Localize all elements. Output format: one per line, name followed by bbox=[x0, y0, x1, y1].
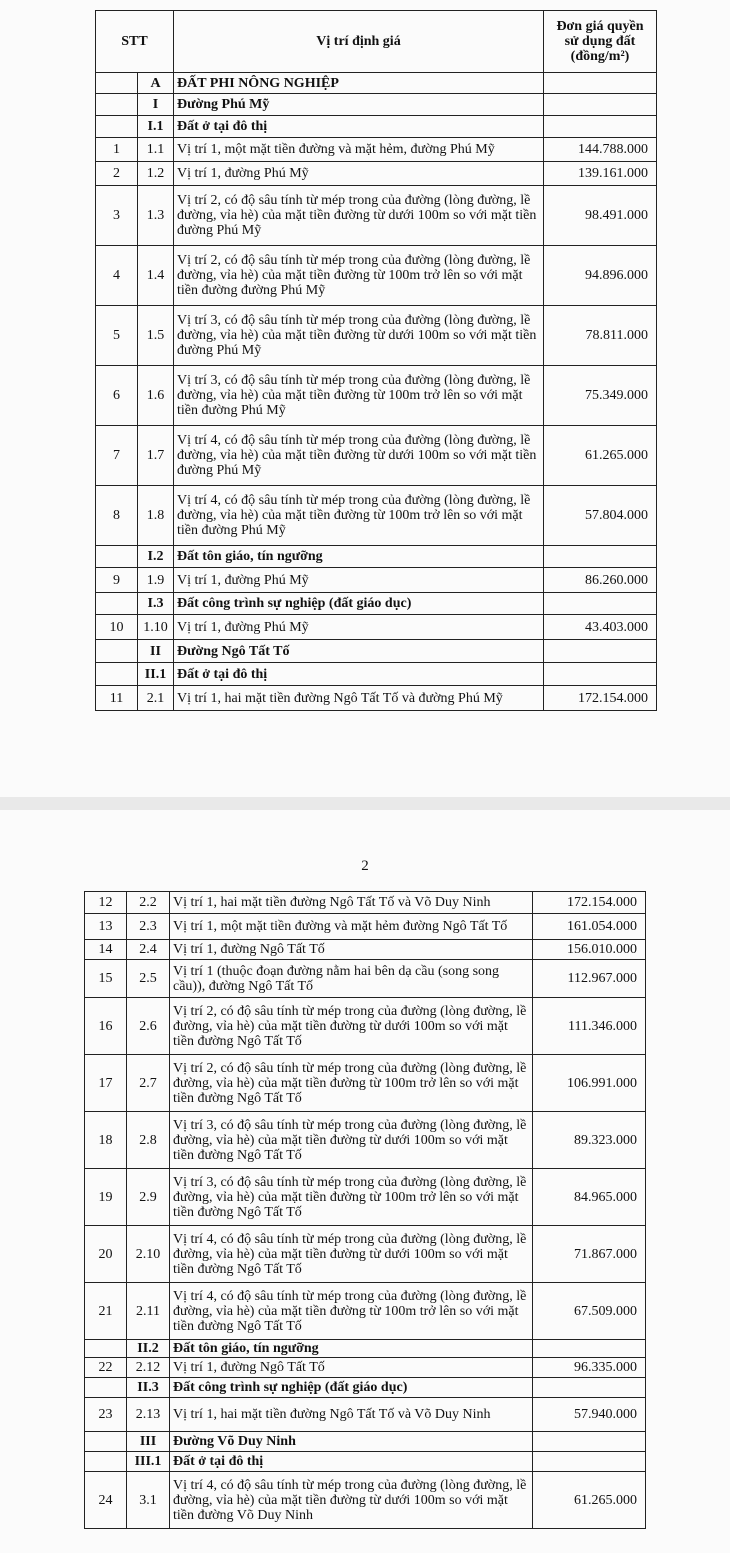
row-description-cell: Đường Phú Mỹ bbox=[174, 94, 544, 116]
row-price-cell: 43.403.000 bbox=[544, 615, 657, 640]
section-row bbox=[96, 593, 657, 615]
row-stt-cell: 19 bbox=[85, 1169, 127, 1226]
row-description-cell: Vị trí 1, đường Ngô Tất Tố bbox=[170, 1358, 533, 1378]
row-description-cell: Vị trí 3, có độ sâu tính từ mép trong của đường (lòng đường, lề đường, vỉa hè) của mặt tiền đường từ dưới 100m so với mặt tiền đường Ngô Tất Tố bbox=[170, 1112, 533, 1169]
row-code-cell: 1.3 bbox=[138, 186, 174, 246]
row-description-cell: Vị trí 4, có độ sâu tính từ mép trong của đường (lòng đường, lề đường, vỉa hè) của mặt tiền đường từ 100m trở lên so với mặt tiền đường Phú Mỹ bbox=[174, 486, 544, 546]
row-stt-cell: 11 bbox=[96, 686, 138, 711]
row-code-cell: 1.6 bbox=[138, 366, 174, 426]
row-description-cell: Vị trí 1, đường Phú Mỹ bbox=[174, 162, 544, 186]
table-row bbox=[85, 998, 646, 1055]
header-price-line-1: Đơn giá quyền bbox=[556, 19, 644, 34]
row-code-cell: I.1 bbox=[138, 116, 174, 138]
row-stt-cell: 7 bbox=[96, 426, 138, 486]
row-description-cell: Vị trí 1 (thuộc đoạn đường nằm hai bên dạ cầu (song song cầu)), đường Ngô Tất Tố bbox=[170, 960, 533, 998]
row-stt-cell: 5 bbox=[96, 306, 138, 366]
row-description-cell: Đất ở tại đô thị bbox=[170, 1452, 533, 1472]
row-stt-cell: 21 bbox=[85, 1283, 127, 1340]
table-row bbox=[96, 246, 657, 306]
row-code-cell: 2.3 bbox=[127, 914, 170, 940]
row-stt-cell bbox=[85, 1340, 127, 1358]
row-code-cell: 3.1 bbox=[127, 1472, 170, 1529]
row-stt-cell: 12 bbox=[85, 892, 127, 914]
row-price-cell: 96.335.000 bbox=[533, 1358, 646, 1378]
row-price-cell: 111.346.000 bbox=[533, 998, 646, 1055]
row-description-cell: Đường Võ Duy Ninh bbox=[170, 1432, 533, 1452]
row-description-cell: Vị trí 2, có độ sâu tính từ mép trong của đường (lòng đường, lề đường, vỉa hè) của mặt tiền đường từ 100m trở lên so với mặt tiền đường đường Phú Mỹ bbox=[174, 246, 544, 306]
row-price-cell: 86.260.000 bbox=[544, 568, 657, 593]
row-stt-cell: 9 bbox=[96, 568, 138, 593]
row-price-cell bbox=[544, 94, 657, 116]
row-code-cell: I.3 bbox=[138, 593, 174, 615]
row-description-cell: Vị trí 1, hai mặt tiền đường Ngô Tất Tố và Võ Duy Ninh bbox=[170, 892, 533, 914]
table-row bbox=[96, 426, 657, 486]
row-stt-cell: 1 bbox=[96, 138, 138, 162]
table-row bbox=[85, 940, 646, 960]
row-stt-cell: 18 bbox=[85, 1112, 127, 1169]
table-row bbox=[85, 1358, 646, 1378]
row-code-cell: 2.8 bbox=[127, 1112, 170, 1169]
row-description-cell: ĐẤT PHI NÔNG NGHIỆP bbox=[174, 73, 544, 94]
row-price-cell: 89.323.000 bbox=[533, 1112, 646, 1169]
header-price-line-3: (đồng/m²) bbox=[570, 49, 630, 64]
row-price-cell: 61.265.000 bbox=[533, 1472, 646, 1529]
row-code-cell: II bbox=[138, 640, 174, 663]
row-price-cell: 57.804.000 bbox=[544, 486, 657, 546]
row-code-cell: II.1 bbox=[138, 663, 174, 686]
row-code-cell: 1.5 bbox=[138, 306, 174, 366]
row-price-cell: 61.265.000 bbox=[544, 426, 657, 486]
row-price-cell: 156.010.000 bbox=[533, 940, 646, 960]
row-description-cell: Vị trí 1, một mặt tiền đường và mặt hẻm đường Ngô Tất Tố bbox=[170, 914, 533, 940]
row-code-cell: 2.10 bbox=[127, 1226, 170, 1283]
row-stt-cell bbox=[96, 546, 138, 568]
table-row bbox=[85, 960, 646, 998]
row-description-cell: Vị trí 4, có độ sâu tính từ mép trong của đường (lòng đường, lề đường, vỉa hè) của mặt tiền đường từ dưới 100m so với mặt tiền đường Phú Mỹ bbox=[174, 426, 544, 486]
table-row bbox=[96, 568, 657, 593]
table-row bbox=[85, 1055, 646, 1112]
row-price-cell: 172.154.000 bbox=[533, 892, 646, 914]
row-stt-cell: 23 bbox=[85, 1398, 127, 1432]
header-price bbox=[544, 11, 657, 73]
row-code-cell: III.1 bbox=[127, 1452, 170, 1472]
table-body-page-1 bbox=[96, 73, 657, 711]
table-row bbox=[96, 186, 657, 246]
table-row bbox=[85, 1226, 646, 1283]
row-description-cell: Vị trí 1, hai mặt tiền đường Ngô Tất Tố và Võ Duy Ninh bbox=[170, 1398, 533, 1432]
row-description-cell: Vị trí 4, có độ sâu tính từ mép trong của đường (lòng đường, lề đường, vỉa hè) của mặt tiền đường từ 100m trở lên so với mặt tiền đường Ngô Tất Tố bbox=[170, 1283, 533, 1340]
table-body-page-2 bbox=[85, 892, 646, 1529]
row-stt-cell bbox=[96, 640, 138, 663]
row-code-cell: 2.9 bbox=[127, 1169, 170, 1226]
row-code-cell: 1.7 bbox=[138, 426, 174, 486]
row-price-cell: 67.509.000 bbox=[533, 1283, 646, 1340]
row-description-cell: Vị trí 2, có độ sâu tính từ mép trong của đường (lòng đường, lề đường, vỉa hè) của mặt tiền đường từ dưới 100m so với mặt tiền đường Ngô Tất Tố bbox=[170, 998, 533, 1055]
document-page-2 bbox=[0, 810, 730, 1553]
row-code-cell: I.2 bbox=[138, 546, 174, 568]
row-price-cell: 75.349.000 bbox=[544, 366, 657, 426]
row-description-cell: Vị trí 3, có độ sâu tính từ mép trong của đường (lòng đường, lề đường, vỉa hè) của mặt tiền đường từ dưới 100m so với mặt tiền đường Phú Mỹ bbox=[174, 306, 544, 366]
section-row bbox=[85, 1432, 646, 1452]
table-row bbox=[85, 1472, 646, 1529]
row-description-cell: Đất ở tại đô thị bbox=[174, 116, 544, 138]
row-description-cell: Đất ở tại đô thị bbox=[174, 663, 544, 686]
row-description-cell: Vị trí 2, có độ sâu tính từ mép trong của đường (lòng đường, lề đường, vỉa hè) của mặt tiền đường từ 100m trở lên so với mặt tiền đường Ngô Tất Tố bbox=[170, 1055, 533, 1112]
row-description-cell: Đất tôn giáo, tín ngưỡng bbox=[174, 546, 544, 568]
section-row bbox=[96, 640, 657, 663]
table-row bbox=[85, 1169, 646, 1226]
row-code-cell: 2.12 bbox=[127, 1358, 170, 1378]
row-description-cell: Vị trí 4, có độ sâu tính từ mép trong của đường (lòng đường, lề đường, vỉa hè) của mặt tiền đường từ dưới 100m so với mặt tiền đường Ngô Tất Tố bbox=[170, 1226, 533, 1283]
row-code-cell: 2.6 bbox=[127, 998, 170, 1055]
row-stt-cell bbox=[96, 73, 138, 94]
row-code-cell: 2.13 bbox=[127, 1398, 170, 1432]
row-stt-cell: 13 bbox=[85, 914, 127, 940]
row-stt-cell: 17 bbox=[85, 1055, 127, 1112]
header-location: Vị trí định giá bbox=[174, 11, 544, 73]
section-row bbox=[96, 663, 657, 686]
row-stt-cell: 10 bbox=[96, 615, 138, 640]
row-code-cell: 2.5 bbox=[127, 960, 170, 998]
row-description-cell: Đất công trình sự nghiệp (đất giáo dục) bbox=[170, 1378, 533, 1398]
row-stt-cell: 20 bbox=[85, 1226, 127, 1283]
table-row bbox=[96, 138, 657, 162]
section-row bbox=[85, 1378, 646, 1398]
row-description-cell: Vị trí 1, đường Phú Mỹ bbox=[174, 615, 544, 640]
row-price-cell: 106.991.000 bbox=[533, 1055, 646, 1112]
table-row bbox=[96, 686, 657, 711]
row-code-cell: 2.4 bbox=[127, 940, 170, 960]
row-stt-cell: 2 bbox=[96, 162, 138, 186]
section-row bbox=[85, 1452, 646, 1472]
row-stt-cell: 24 bbox=[85, 1472, 127, 1529]
section-row bbox=[85, 1340, 646, 1358]
row-description-cell: Vị trí 3, có độ sâu tính từ mép trong của đường (lòng đường, lề đường, vỉa hè) của mặt tiền đường từ 100m trở lên so với mặt tiền đường Ngô Tất Tố bbox=[170, 1169, 533, 1226]
row-code-cell: II.2 bbox=[127, 1340, 170, 1358]
table-row bbox=[85, 892, 646, 914]
header-price-line-2: sử dụng đất bbox=[564, 34, 636, 49]
land-price-table-page-2 bbox=[84, 891, 646, 1529]
row-price-cell bbox=[533, 1340, 646, 1358]
table-row bbox=[85, 1398, 646, 1432]
section-row bbox=[96, 116, 657, 138]
row-code-cell: 1.2 bbox=[138, 162, 174, 186]
row-description-cell: Đất công trình sự nghiệp (đất giáo dục) bbox=[174, 593, 544, 615]
row-price-cell: 78.811.000 bbox=[544, 306, 657, 366]
row-price-cell: 98.491.000 bbox=[544, 186, 657, 246]
table-row bbox=[96, 486, 657, 546]
section-row bbox=[96, 73, 657, 94]
row-description-cell: Vị trí 1, một mặt tiền đường và mặt hẻm, đường Phú Mỹ bbox=[174, 138, 544, 162]
row-description-cell: Vị trí 3, có độ sâu tính từ mép trong của đường (lòng đường, lề đường, vỉa hè) của mặt tiền đường từ 100m trở lên so với mặt tiền đường Phú Mỹ bbox=[174, 366, 544, 426]
table-row bbox=[85, 1283, 646, 1340]
row-price-cell bbox=[533, 1378, 646, 1398]
table-row bbox=[96, 306, 657, 366]
row-price-cell: 144.788.000 bbox=[544, 138, 657, 162]
row-stt-cell: 6 bbox=[96, 366, 138, 426]
row-stt-cell bbox=[85, 1432, 127, 1452]
row-stt-cell: 16 bbox=[85, 998, 127, 1055]
row-price-cell bbox=[533, 1432, 646, 1452]
row-code-cell: 1.9 bbox=[138, 568, 174, 593]
row-stt-cell: 15 bbox=[85, 960, 127, 998]
row-price-cell bbox=[544, 640, 657, 663]
table-header-row bbox=[96, 11, 657, 73]
row-code-cell: 1.1 bbox=[138, 138, 174, 162]
page-number: 2 bbox=[361, 858, 369, 874]
row-stt-cell: 4 bbox=[96, 246, 138, 306]
table-row bbox=[85, 1112, 646, 1169]
row-description-cell: Vị trí 1, đường Phú Mỹ bbox=[174, 568, 544, 593]
row-code-cell: 2.11 bbox=[127, 1283, 170, 1340]
row-stt-cell bbox=[96, 593, 138, 615]
land-price-table-page-1 bbox=[95, 10, 657, 711]
header-stt: STT bbox=[96, 11, 174, 73]
row-code-cell: I bbox=[138, 94, 174, 116]
row-stt-cell bbox=[96, 663, 138, 686]
row-price-cell: 94.896.000 bbox=[544, 246, 657, 306]
row-code-cell: 2.7 bbox=[127, 1055, 170, 1112]
row-stt-cell bbox=[85, 1452, 127, 1472]
row-description-cell: Đường Ngô Tất Tố bbox=[174, 640, 544, 663]
row-price-cell: 161.054.000 bbox=[533, 914, 646, 940]
row-price-cell bbox=[544, 663, 657, 686]
row-description-cell: Vị trí 1, hai mặt tiền đường Ngô Tất Tố và đường Phú Mỹ bbox=[174, 686, 544, 711]
row-description-cell: Vị trí 2, có độ sâu tính từ mép trong của đường (lòng đường, lề đường, vỉa hè) của mặt tiền đường từ dưới 100m so với mặt tiền đường Phú Mỹ bbox=[174, 186, 544, 246]
row-price-cell bbox=[544, 593, 657, 615]
row-code-cell: 1.4 bbox=[138, 246, 174, 306]
row-code-cell: 2.1 bbox=[138, 686, 174, 711]
row-description-cell: Vị trí 1, đường Ngô Tất Tố bbox=[170, 940, 533, 960]
row-price-cell bbox=[544, 73, 657, 94]
section-row bbox=[96, 546, 657, 568]
section-row bbox=[96, 94, 657, 116]
row-stt-cell bbox=[85, 1378, 127, 1398]
row-description-cell: Đất tôn giáo, tín ngưỡng bbox=[170, 1340, 533, 1358]
row-stt-cell: 22 bbox=[85, 1358, 127, 1378]
row-stt-cell: 8 bbox=[96, 486, 138, 546]
row-price-cell bbox=[544, 546, 657, 568]
row-price-cell bbox=[544, 116, 657, 138]
row-stt-cell: 14 bbox=[85, 940, 127, 960]
row-price-cell: 172.154.000 bbox=[544, 686, 657, 711]
row-price-cell: 71.867.000 bbox=[533, 1226, 646, 1283]
table-row bbox=[96, 162, 657, 186]
row-price-cell: 139.161.000 bbox=[544, 162, 657, 186]
row-code-cell: 1.10 bbox=[138, 615, 174, 640]
row-code-cell: A bbox=[138, 73, 174, 94]
row-price-cell: 57.940.000 bbox=[533, 1398, 646, 1432]
row-price-cell bbox=[533, 1452, 646, 1472]
row-stt-cell: 3 bbox=[96, 186, 138, 246]
table-row bbox=[85, 914, 646, 940]
row-code-cell: 2.2 bbox=[127, 892, 170, 914]
row-code-cell: II.3 bbox=[127, 1378, 170, 1398]
row-description-cell: Vị trí 4, có độ sâu tính từ mép trong của đường (lòng đường, lề đường, vỉa hè) của mặt tiền đường từ dưới 100m so với mặt tiền đường Võ Duy Ninh bbox=[170, 1472, 533, 1529]
row-stt-cell bbox=[96, 94, 138, 116]
row-code-cell: 1.8 bbox=[138, 486, 174, 546]
row-price-cell: 112.967.000 bbox=[533, 960, 646, 998]
row-stt-cell bbox=[96, 116, 138, 138]
row-code-cell: III bbox=[127, 1432, 170, 1452]
table-row bbox=[96, 615, 657, 640]
table-row bbox=[96, 366, 657, 426]
row-price-cell: 84.965.000 bbox=[533, 1169, 646, 1226]
